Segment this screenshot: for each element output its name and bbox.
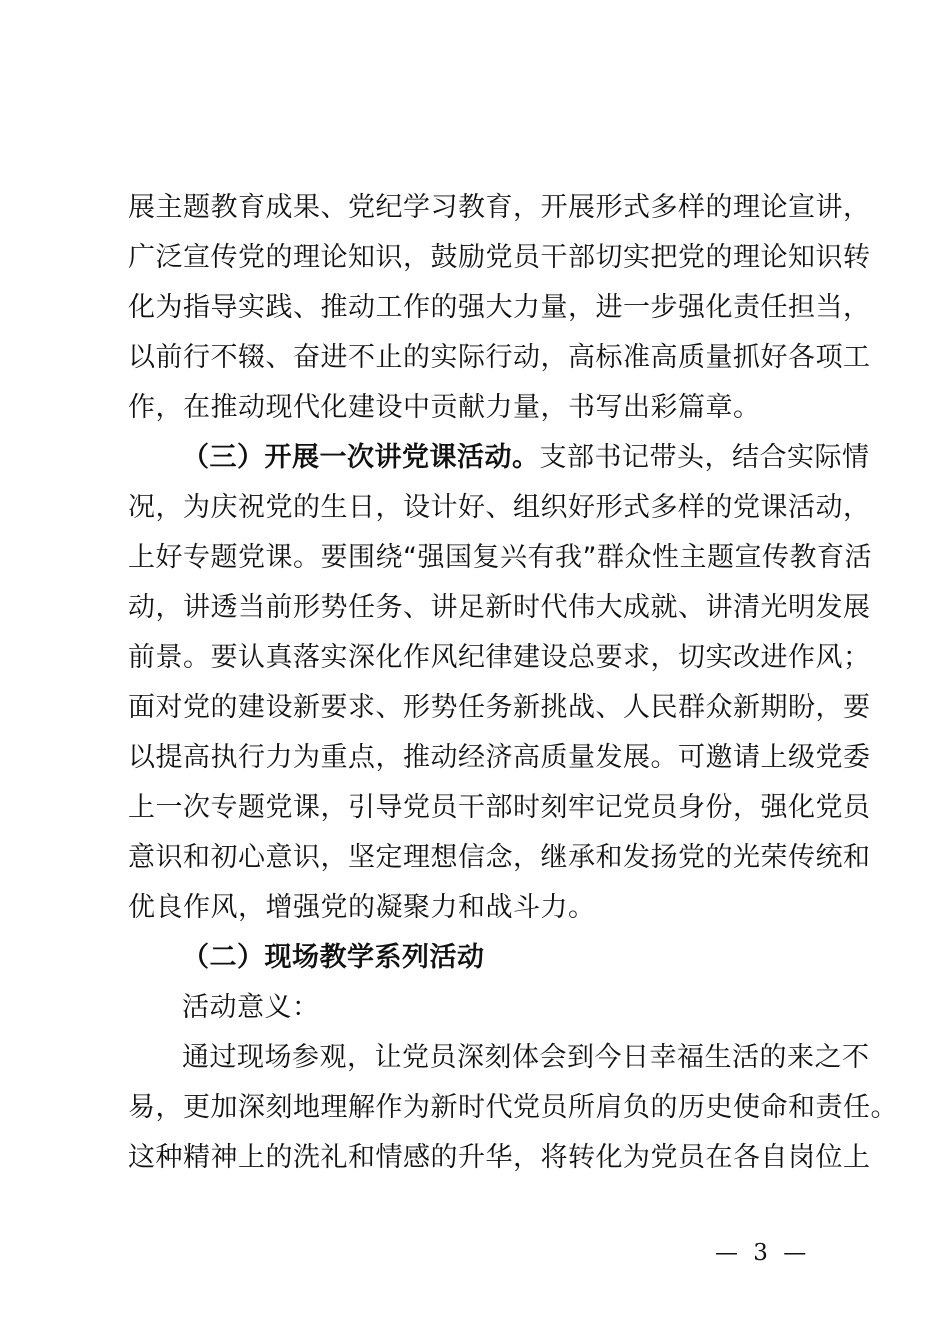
activity-meaning-label: 活动意义： [182, 992, 320, 1023]
paragraph-line-13: 上一次专题党课，引导党员干部时刻牢记党员身份，强化党员 [128, 792, 871, 823]
paragraph-line-3: 化为指导实践、推动工作的强大力量，进一步强化责任担当， [128, 292, 871, 323]
paragraph-line-19: 易，更加深刻地理解作为新时代党员所肩负的历史使命和责任。 [128, 1092, 898, 1123]
section-3-first-line [182, 433, 870, 483]
section-2-heading: （二）现场教学系列活动 [182, 942, 485, 973]
paragraph-line-7: 况，为庆祝党的生日，设计好、组织好形式多样的党课活动， [128, 492, 871, 523]
paragraph-line-1: 展主题教育成果、党纪学习教育，开展形式多样的理论宣讲， [128, 192, 871, 223]
paragraph-line-4: 以前行不辍、奋进不止的实际行动，高标准高质量抓好各项工 [128, 342, 871, 373]
paragraph-line-12: 以提高执行力为重点，推动经济高质量发展。可邀请上级党委 [128, 742, 871, 773]
section-3-text: 支部书记带头，结合实际情 [539, 442, 870, 473]
paragraph-line-2: 广泛宣传党的理论知识，鼓励党员干部切实把党的理论知识转 [128, 242, 871, 273]
section-3-heading: （三）开展一次讲党课活动。 [182, 442, 540, 473]
paragraph-line-9: 动，讲透当前形势任务、讲足新时代伟大成就、讲清光明发展 [128, 592, 871, 623]
page-number: — 3 — [715, 1240, 811, 1266]
paragraph-line-10: 前景。要认真落实深化作风纪律建设总要求，切实改进作风； [128, 642, 871, 673]
paragraph-line-5: 作，在推动现代化建设中贡献力量，书写出彩篇章。 [128, 392, 761, 423]
paragraph-line-20: 这种精神上的洗礼和情感的升华，将转化为党员在各自岗位上 [128, 1142, 871, 1173]
paragraph-line-8: 上好专题党课。要围绕“强国复兴有我”群众性主题宣传教育活 [128, 542, 872, 573]
paragraph-line-11: 面对党的建设新要求、形势任务新挑战、人民群众新期盼，要 [128, 692, 871, 723]
paragraph-line-14: 意识和初心意识，坚定理想信念，继承和发扬党的光荣传统和 [128, 842, 871, 873]
paragraph-line-15: 优良作风，增强党的凝聚力和战斗力。 [128, 892, 596, 923]
paragraph-line-18: 通过现场参观，让党员深刻体会到今日幸福生活的来之不 [182, 1042, 870, 1073]
